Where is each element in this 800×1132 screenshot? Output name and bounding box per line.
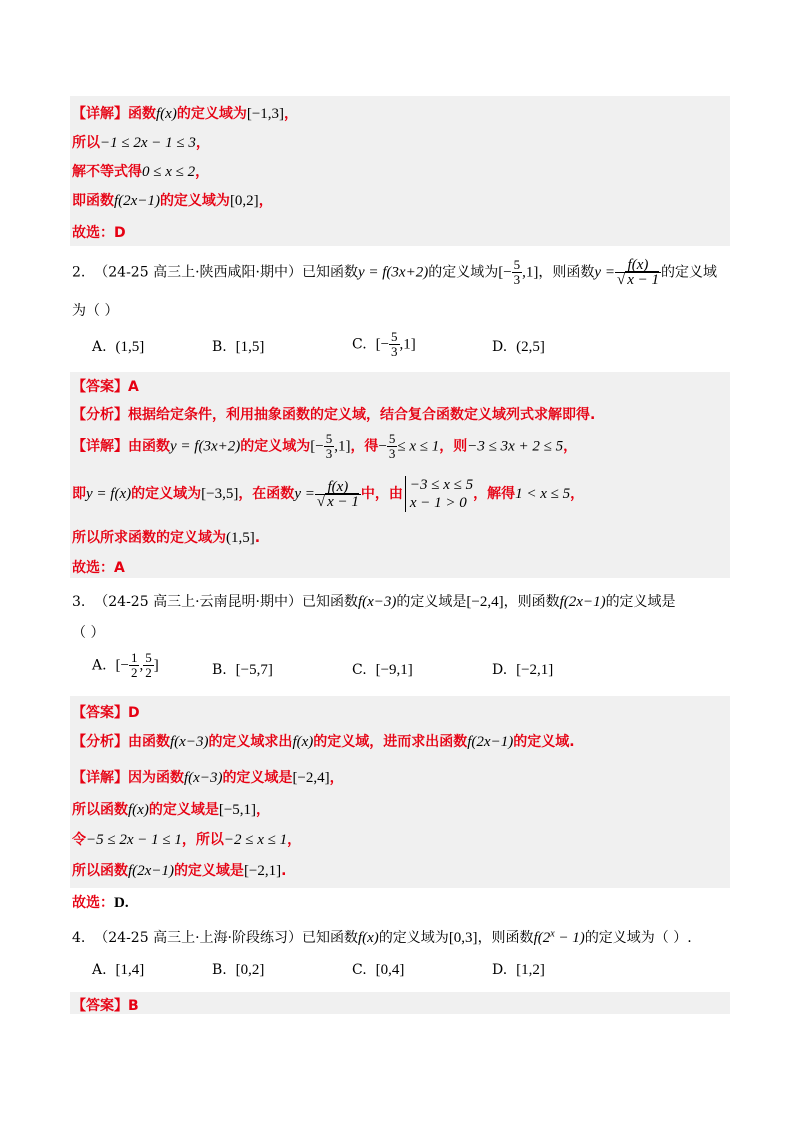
q4-answer: 【答案】B	[72, 998, 139, 1014]
q3-stem-line1: 3. （24-25 高三上·云南昆明·期中）已知函数f(x−3)的定义域是[−2,4]，则函数f(2x−1)的定义域是	[72, 594, 676, 610]
q2-option-c[interactable]: C. [− $\frac{5}{3}$ ,1]	[352, 329, 416, 359]
q2-option-b[interactable]: B. [1,5]	[212, 339, 265, 355]
q3-analysis: 【分析】由函数f(x−3)的定义域求出f(x)的定义域，进而求出函数f(2x−1)的定义域.	[72, 734, 575, 750]
q2-frac-fx-sqrt: $\frac{f(x)}{√ x - 1}$	[616, 257, 659, 288]
sol1-line4: 即函数f(2x−1)的定义域为[0,2]，	[72, 193, 273, 209]
q2-frac-5-3: $\frac{5}{3}$	[513, 257, 521, 287]
q2-stem-line2: 为（ ）	[72, 303, 119, 319]
q2-option-a[interactable]: A. (1,5]	[92, 339, 145, 355]
q4-option-c[interactable]: C. [0,4]	[352, 962, 405, 978]
q2-stem-line1: 2. （24-25 高三上·陕西咸阳·期中）已知函数y = f(3x+2)的定义域为[− $\frac{5}{3}$ ,1]，则函数y = $\frac{f(x)}{√ x - 1}$ 的定义域	[72, 257, 717, 288]
q3-option-b[interactable]: B. [−5,7]	[212, 662, 273, 678]
q3-option-c[interactable]: C. [−9,1]	[352, 662, 413, 678]
q4-option-d[interactable]: D. [1,2]	[492, 962, 545, 978]
q2-option-d[interactable]: D. (2,5]	[492, 339, 545, 355]
q2-detail-line3: 所以所求函数的定义域为(1,5].	[72, 530, 261, 546]
sol1-line1: 【详解】函数f(x)的定义域为[−1,3]，	[72, 106, 299, 122]
q2-detail-line1: 【详解】由函数y = f(3x+2)的定义域为[− $\frac{5}{3}$ ,1]，得− $\frac{5}{3}$ ≤ x ≤ 1，则−3 ≤ 3x + 2 ≤ 5，	[72, 431, 578, 461]
q2-solution-band	[70, 372, 730, 578]
q2-answer: 【答案】A	[72, 379, 139, 395]
q4-solution-band	[70, 992, 730, 1014]
q2-detail-line2: 即y = f(x)的定义域为[−3,5]，在函数y = $\frac{f(x)}{√ x - 1}$ 中，由−3 ≤ x ≤ 5 x − 1 > 0，解得1 < x ≤ 5，	[72, 477, 585, 511]
q2-choice: 故选：A	[72, 560, 125, 576]
q3-detail-line3: 令−5 ≤ 2x − 1 ≤ 1，所以−2 ≤ x ≤ 1，	[72, 832, 302, 848]
sol1-line3: 解不等式得0 ≤ x ≤ 2，	[72, 164, 210, 180]
q3-answer: 【答案】D	[72, 705, 140, 721]
q3-option-d[interactable]: D. [−2,1]	[492, 662, 554, 678]
q3-option-a[interactable]: A. [− $\frac{1}{2}$ , $\frac{5}{2}$ ]	[92, 650, 159, 680]
q3-detail-line1: 【详解】因为函数f(x−3)的定义域是[−2,4]，	[72, 770, 344, 786]
sol1-line2: 所以−1 ≤ 2x − 1 ≤ 3，	[72, 135, 210, 151]
q2-analysis: 【分析】根据给定条件，利用抽象函数的定义域，结合复合函数定义域列式求解即得.	[72, 407, 596, 423]
q3-detail-line4: 所以函数f(2x−1)的定义域是[−2,1].	[72, 863, 287, 879]
q4-option-a[interactable]: A. [1,4]	[92, 962, 145, 978]
q4-stem: 4. （24-25 高三上·上海·阶段练习）已知函数f(x)的定义域为[0,3]，则函数$f(2^x - 1)$的定义域为（ ）.	[72, 928, 692, 946]
q3-stem-line2: （ ）	[72, 625, 105, 641]
q4-option-b[interactable]: B. [0,2]	[212, 962, 265, 978]
q2-inequality-system: −3 ≤ x ≤ 5 x − 1 > 0	[405, 476, 473, 512]
q3-choice: 故选：D.	[72, 895, 129, 911]
q3-detail-line2: 所以函数f(x)的定义域是[−5,1]，	[72, 802, 271, 818]
sol1-choice: 故选：D	[72, 225, 126, 241]
